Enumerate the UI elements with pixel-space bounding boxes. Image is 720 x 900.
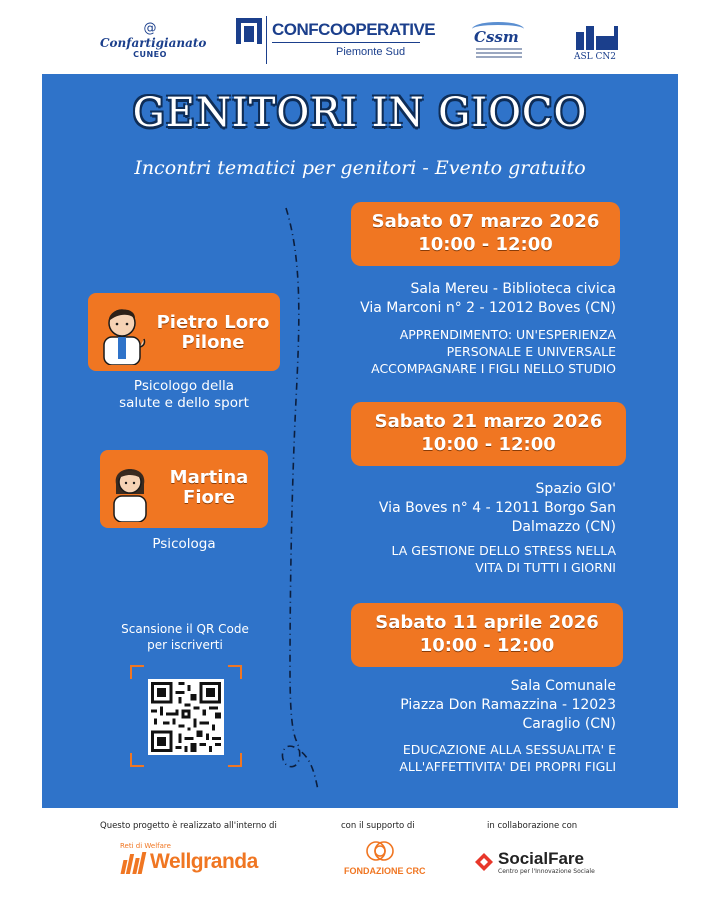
confartigianato-sub: CUNEO (133, 50, 167, 59)
event-3-venue: Sala Comunale Piazza Don Ramazzina - 12023 Caraglio (CN) (400, 678, 616, 732)
event-3-topic: EDUCAZIONE ALLA SESSUALITA' E ALL'AFFETTIVITA' DEI PROPRI FIGLI (399, 742, 616, 774)
wellgranda-logo-icon (120, 852, 148, 874)
cssm-name: Cssm (474, 28, 519, 46)
confcooperative-mark-icon (236, 18, 262, 44)
cssm-logo (470, 22, 530, 66)
footer-label-support: con il supporto di (341, 821, 415, 831)
socialfare-tagline: Centro per l'Innovazione Sociale (498, 868, 595, 875)
man-avatar-icon (96, 301, 148, 365)
event-3-date-box (351, 603, 623, 667)
footer-label-collab: in collaborazione con (487, 821, 578, 831)
woman-avatar-icon (106, 458, 154, 522)
event-2-time: 10:00 - 12:00 (421, 434, 556, 455)
poster-title: GENITORI IN GIOCO (132, 90, 588, 136)
event-1-date: Sabato 07 marzo 2026 (371, 211, 600, 232)
asl-name: ASL CN2 (574, 52, 616, 62)
at-symbol-icon: @ (143, 21, 157, 36)
wellgranda-tagline: Reti di Welfare (120, 842, 171, 850)
speaker-1-name: Pietro Loro Pilone (156, 312, 270, 353)
event-1-topic: APPRENDIMENTO: UN'ESPERIENZA PERSONALE E UNIVERSALE ACCOMPAGNARE I FIGLI NELLO STUDIO (371, 327, 616, 376)
event-2-date-box (351, 402, 626, 466)
confcooperative-name: CONFCOOPERATIVE (272, 20, 436, 39)
speaker-2-role: Psicologa (152, 536, 216, 552)
event-1-venue: Sala Mereu - Biblioteca civica Via Marconi n° 2 - 12012 Boves (CN) (360, 281, 616, 316)
confartigianato-name: Confartigianato (100, 36, 207, 50)
event-3-time: 10:00 - 12:00 (419, 635, 555, 656)
event-2-topic: LA GESTIONE DELLO STRESS NELLA VITA DI TUTTI I GIORNI (391, 543, 616, 575)
confartigianato-logo (100, 21, 207, 59)
wellgranda-logo: Wellgranda (150, 850, 258, 873)
qr-instructions: Scansione il QR Code per iscriverti (121, 622, 249, 652)
qr-code-icon[interactable] (148, 679, 224, 755)
fondazione-crc-logo-icon (364, 838, 396, 864)
event-2-date: Sabato 21 marzo 2026 (374, 411, 603, 432)
event-3-date: Sabato 11 aprile 2026 (375, 612, 599, 633)
socialfare-logo-icon (474, 852, 494, 872)
fondazione-crc-logo: FONDAZIONE CRC (344, 866, 426, 876)
socialfare-logo: SocialFare (498, 849, 584, 868)
footer-label-project: Questo progetto è realizzato all'interno di (100, 821, 277, 831)
speaker-1-role: Psicologo della salute e dello sport (119, 378, 249, 411)
speaker-2-card (100, 450, 268, 528)
confcooperative-logo (236, 16, 436, 66)
speaker-2-name: Martina Fiore (169, 467, 249, 508)
confcooperative-sub: Piemonte Sud (336, 46, 406, 58)
event-1-date-box (351, 202, 620, 266)
poster-subtitle: Incontri tematici per genitori - Evento gratuito (134, 157, 586, 179)
qr-code-frame[interactable] (130, 665, 242, 767)
asl-logo (574, 22, 624, 66)
event-2-venue: Spazio GIO' Via Boves n° 4 - 12011 Borgo San Dalmazzo (CN) (378, 481, 616, 535)
speaker-1-card (88, 293, 280, 371)
event-1-time: 10:00 - 12:00 (418, 234, 553, 255)
